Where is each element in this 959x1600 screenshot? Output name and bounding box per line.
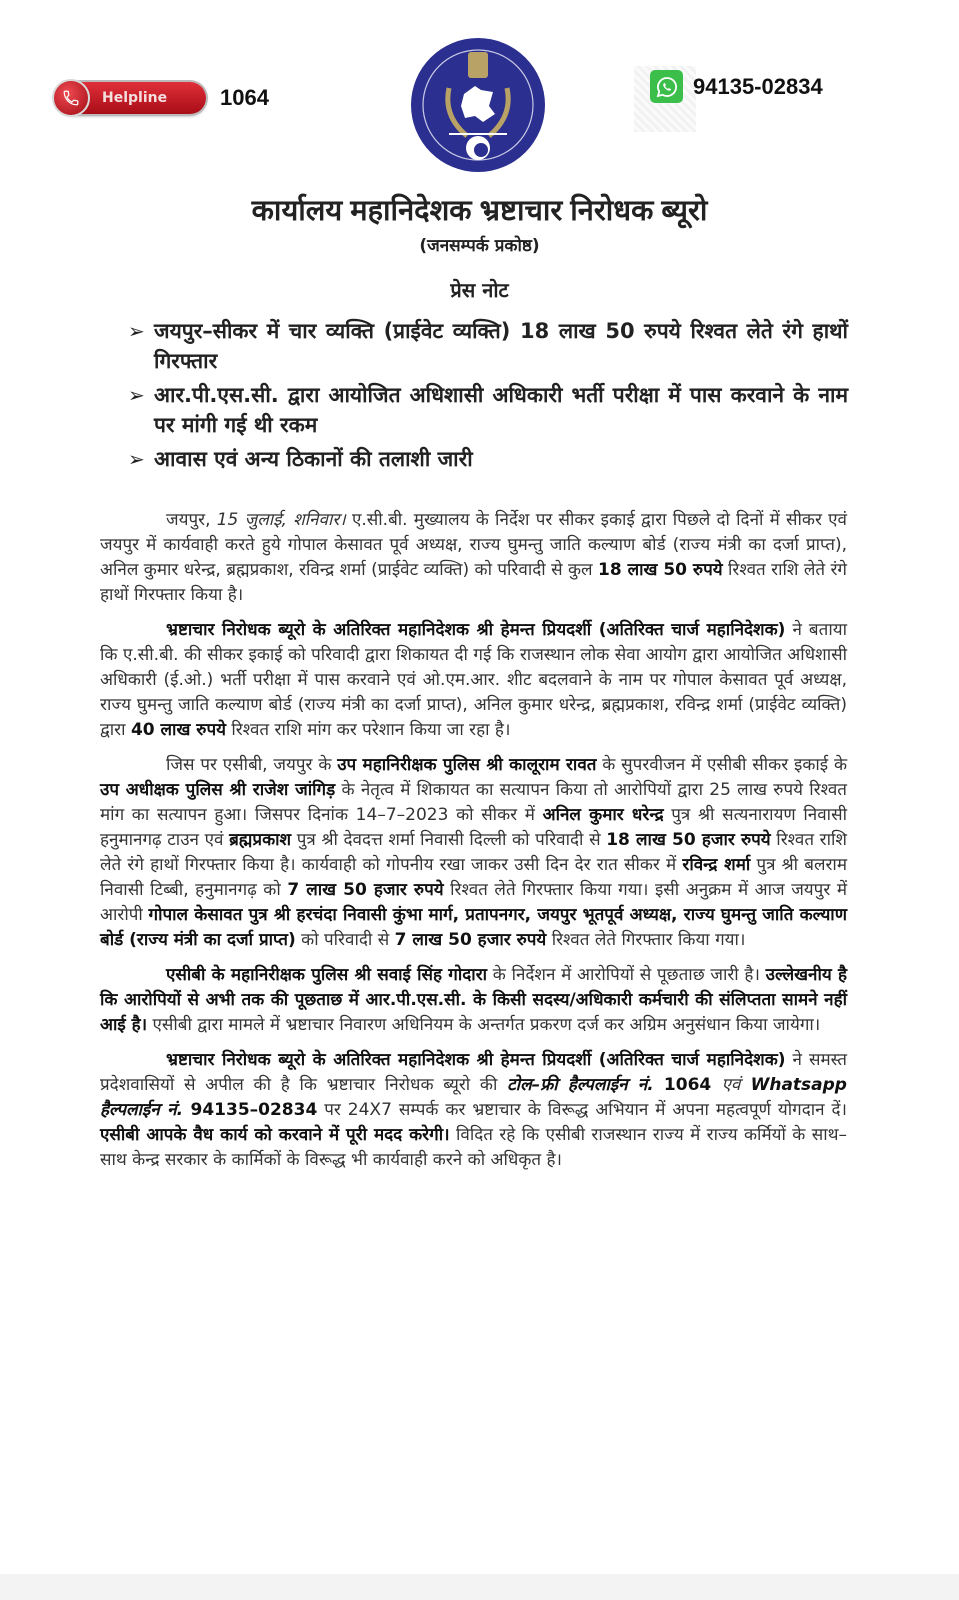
arrow-bullet-icon: ➢ — [128, 319, 145, 343]
whatsapp-number: 94135-02834 — [693, 73, 823, 99]
phone-icon — [52, 79, 90, 117]
arrow-bullet-icon: ➢ — [128, 447, 145, 471]
press-note-heading: प्रेस नोट — [450, 278, 509, 302]
acb-seal-logo — [409, 36, 547, 174]
highlight-item: ➢ आर.पी.एस.सी. द्वारा आयोजित अधिशासी अधिकारी भर्ती परीक्षा में पास करवाने के नाम पर मांगी गई थी रकम — [128, 380, 848, 440]
dateline: 15 जुलाई, शनिवार। — [216, 510, 346, 530]
helpline-number: 1064 — [220, 85, 269, 110]
helpline-label: Helpline — [102, 90, 168, 106]
paragraph-3: जिस पर एसीबी, जयपुर के उप महानिरीक्षक पुलिस श्री कालूराम रावत के सुपरवीजन में एसीबी सीकर इकाई के उप अधीक्षक पुलिस श्री राजेश जांगिड़ के नेतृत्व में शिकायत का सत्यापन किया तो आरोपियों द्वारा 25 लाख रुपये रिश्वत मांग का सत्यापन हुआ। जिसपर दिनांक 14–7–2023 को सीकर में अनिल कुमार धरेन्द्र पुत्र श्री सत्यनारायण निवासी हनुमानगढ़ टाउन एवं ब्रह्मप्रकाश पुत्र श्री देवदत्त शर्मा निवासी दिल्ली को परिवादी से 18 लाख 50 हजार रुपये रिश्वत राशि लेते रंगे हाथों गिरफ्तार किया है। कार्यवाही को गोपनीय रखा जाकर उसी दिन देर रात सीकर में रविन्द्र शर्मा पुत्र श्री बलराम निवासी टिब्बी, हनुमानगढ़ को 7 लाख 50 हजार रुपये रिश्वत लेते गिरफ्तार किया गया। इसी अनुक्रम में आज जयपुर में आरोपी गोपाल केसावत पुत्र श्री हरचंदा निवासी कुंभा मार्ग, प्रतापनगर, जयपुर भूतपूर्व अध्यक्ष, राज्य घुमन्तु जाति कल्याण बोर्ड (राज्य मंत्री का दर्जा प्राप्त) को परिवादी से 7 लाख 50 हजार रुपये रिश्वत लेते गिरफ्तार किया गया। — [100, 755, 848, 950]
press-release-body — [100, 508, 847, 1183]
paragraph-4: एसीबी के महानिरीक्षक पुलिस श्री सवाई सिंह गोदारा के निर्देशन में आरोपियों से पूछताछ जारी है। उल्लेखनीय है कि आरोपियों से अभी तक की पूछताछ में आर.पी.एस.सी. के किसी सदस्य/अधिकारी कर्मचारी की संलिप्तता सामने नहीं आई है। एसीबी द्वारा मामले में भ्रष्टाचार निवारण अधिनियम के अन्तर्गत प्रकरण दर्ज कर अग्रिम अनुसंधान किया जायेगा। — [100, 965, 848, 1035]
letterhead — [0, 0, 959, 190]
highlights-list — [128, 316, 848, 478]
arrow-bullet-icon: ➢ — [128, 383, 145, 407]
paragraph-2: भ्रष्टाचार निरोधक ब्यूरो के अतिरिक्त महानिदेशक श्री हेमन्त प्रियदर्शी (अतिरिक्त चार्ज महानिदेशक) ने बताया कि ए.सी.बी. की सीकर इकाई को परिवादी द्वारा शिकायत दी गई कि राजस्थान लोक सेवा आयोग द्वारा आयोजित अधिशासी अधिकारी (ई.ओ.) भर्ती परीक्षा में पास करवाने एवं ओ.एम.आर. शीट बदलवाने के नाम पर गोपाल केसावत पूर्व अध्यक्ष, राज्य घुमन्तु जाति कल्याण बोर्ड (राज्य मंत्री का दर्जा प्राप्त), अनिल कुमार धरेन्द्र, ब्रह्मप्रकाश, रविन्द्र शर्मा (प्राईवेट व्यक्ति) द्वारा 40 लाख रुपये रिश्वत राशि मांग कर परेशान किया जा रहा है। — [100, 620, 847, 740]
office-subtitle: (जनसम्पर्क प्रकोष्ठ) — [419, 236, 540, 256]
office-title: कार्यालय महानिदेशक भ्रष्टाचार निरोधक ब्यूरो — [251, 195, 708, 227]
highlight-item: ➢ आवास एवं अन्य ठिकानों की तलाशी जारी — [128, 444, 848, 474]
whatsapp-icon — [650, 70, 683, 103]
highlight-item: ➢ जयपुर–सीकर में चार व्यक्ति (प्राईवेट व्यक्ति) 18 लाख 50 रुपये रिश्वत लेते रंगे हाथों गिरफ्तार — [128, 316, 848, 376]
paragraph-5: भ्रष्टाचार निरोधक ब्यूरो के अतिरिक्त महानिदेशक श्री हेमन्त प्रियदर्शी (अतिरिक्त चार्ज महानिदेशक) ने समस्त प्रदेशवासियों से अपील की है कि भ्रष्टाचार निरोधक ब्यूरो की टोल–फ्री हैल्पलाईन नं. 1064 एवं Whatsapp हैल्पलाईन नं. 94135–02834 पर 24X7 सम्पर्क कर भ्रष्टाचार के विरूद्ध अभियान में अपना महत्वपूर्ण योगदान दें। एसीबी आपके वैध कार्य को करवाने में पूरी मदद करेगी। विदित रहे कि एसीबी राजस्थान राज्य में राज्य कर्मियों के साथ–साथ केन्द्र सरकार के कार्मिकों के विरूद्ध भी कार्यवाही करने को अधिकृत है। — [100, 1050, 847, 1170]
helpline-block — [56, 82, 269, 114]
helpline-badge — [56, 82, 206, 114]
bottom-strip — [0, 1574, 959, 1600]
paragraph-1: जयपुर, 15 जुलाई, शनिवार। ए.सी.बी. मुख्यालय के निर्देश पर सीकर इकाई द्वारा पिछले दो दिनों में सीकर एवं जयपुर में कार्यवाही करते हुये गोपाल केसावत पूर्व अध्यक्ष, राज्य घुमन्तु जाति कल्याण बोर्ड (राज्य मंत्री का दर्जा प्राप्त), अनिल कुमार धरेन्द्र, ब्रह्मप्रकाश, रविन्द्र शर्मा (प्राईवेट व्यक्ति) को परिवादी से कुल 18 लाख 50 रुपये रिश्वत राशि लेते रंगे हाथों गिरफ्तार किया है। — [100, 510, 848, 605]
whatsapp-block — [634, 70, 823, 103]
